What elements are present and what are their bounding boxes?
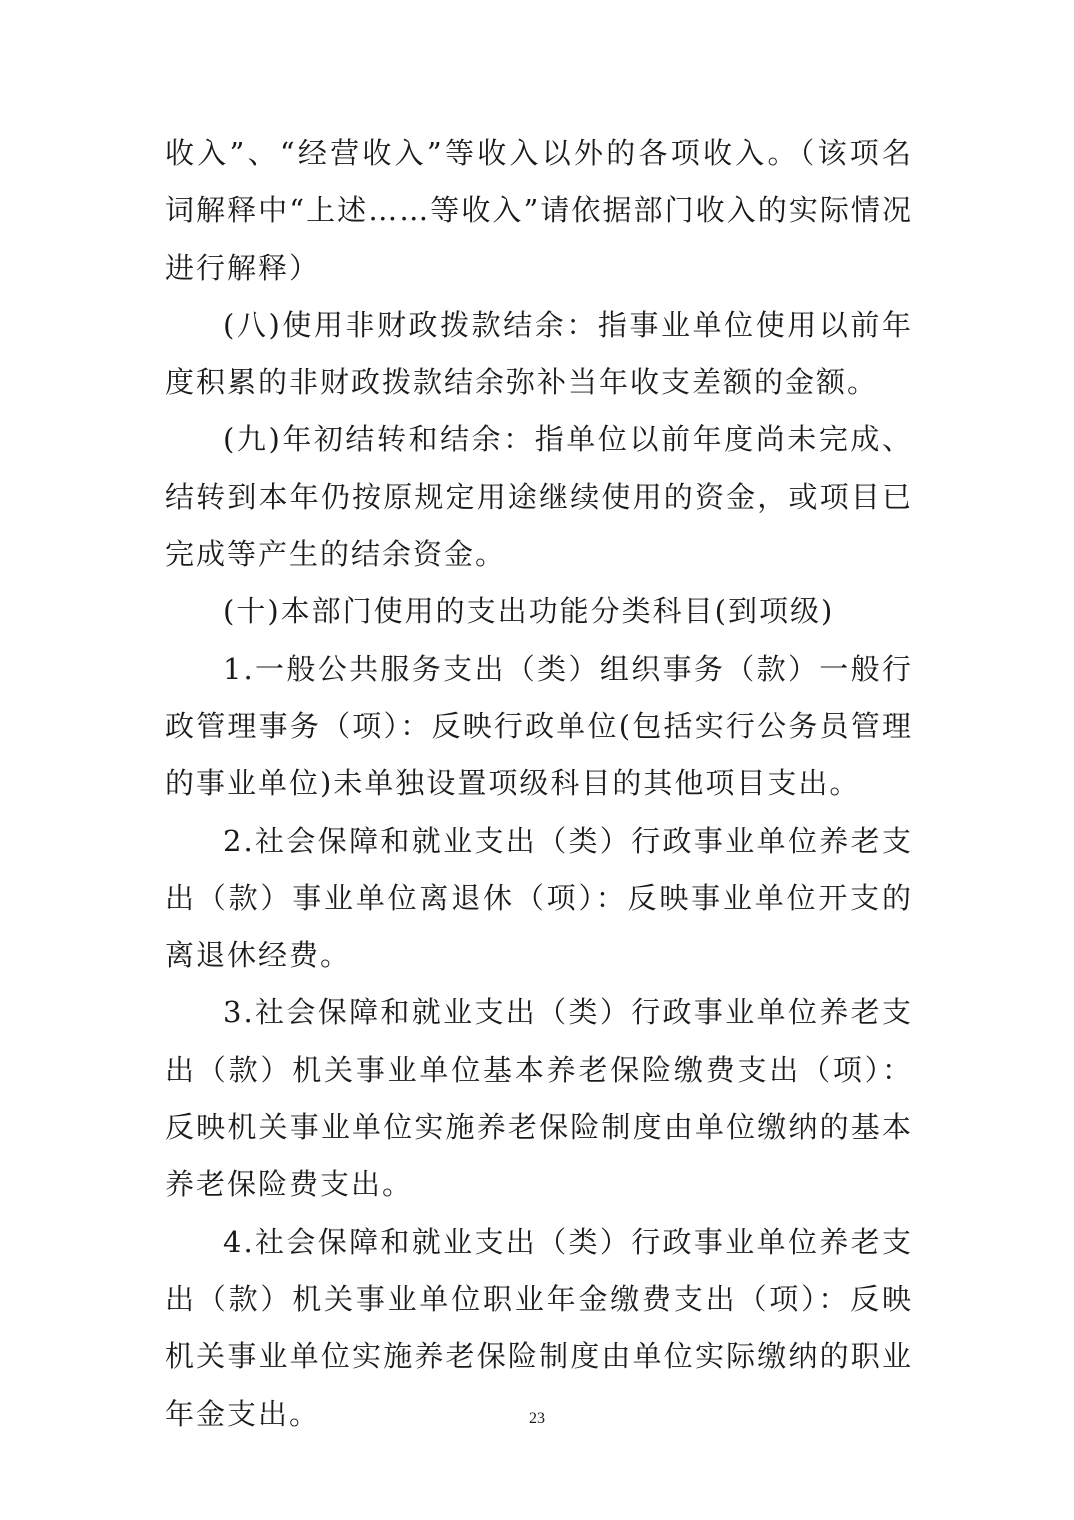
paragraph-item-9: (九)年初结转和结余：指单位以前年度尚未完成、结转到本年仍按原规定用途继续使用的资金，或项目已完成等产生的结余资金。: [165, 422, 913, 572]
paragraph-subitem-2: 2.社会保障和就业支出（类）行政事业单位养老支出（款）事业单位离退休（项）：反映事业单位开支的离退休经费。: [165, 823, 913, 973]
page-number: 23: [529, 1410, 545, 1427]
paragraph-subitem-3: 3.社会保障和就业支出（类）行政事业单位养老支出（款）机关事业单位基本养老保险缴费支出（项）：反映机关事业单位实施养老保险制度由单位缴纳的基本养老保险费支出。: [165, 995, 913, 1202]
body-text: [165, 125, 913, 1443]
paragraph-subitem-4: 4.社会保障和就业支出（类）行政事业单位养老支出（款）机关事业单位职业年金缴费支出（项）：反映机关事业单位实施养老保险制度由单位实际缴纳的职业年金支出。: [165, 1224, 913, 1431]
paragraph-subitem-1: 1.一般公共服务支出（类）组织事务（款）一般行政管理事务（项）：反映行政单位(包括实行公务员管理的事业单位)未单独设置项级科目的其他项目支出。: [165, 651, 913, 801]
paragraph-item-10-heading: (十)本部门使用的支出功能分类科目(到项级): [223, 594, 835, 629]
paragraph-item-8: (八)使用非财政拨款结余：指事业单位使用以前年度积累的非财政拨款结余弥补当年收支差额的金额。: [165, 307, 913, 400]
paragraph-income-continued: 收入”、“经营收入”等收入以外的各项收入。（该项名词解释中“上述……等收入”请依据部门收入的实际情况进行解释）: [165, 136, 913, 285]
